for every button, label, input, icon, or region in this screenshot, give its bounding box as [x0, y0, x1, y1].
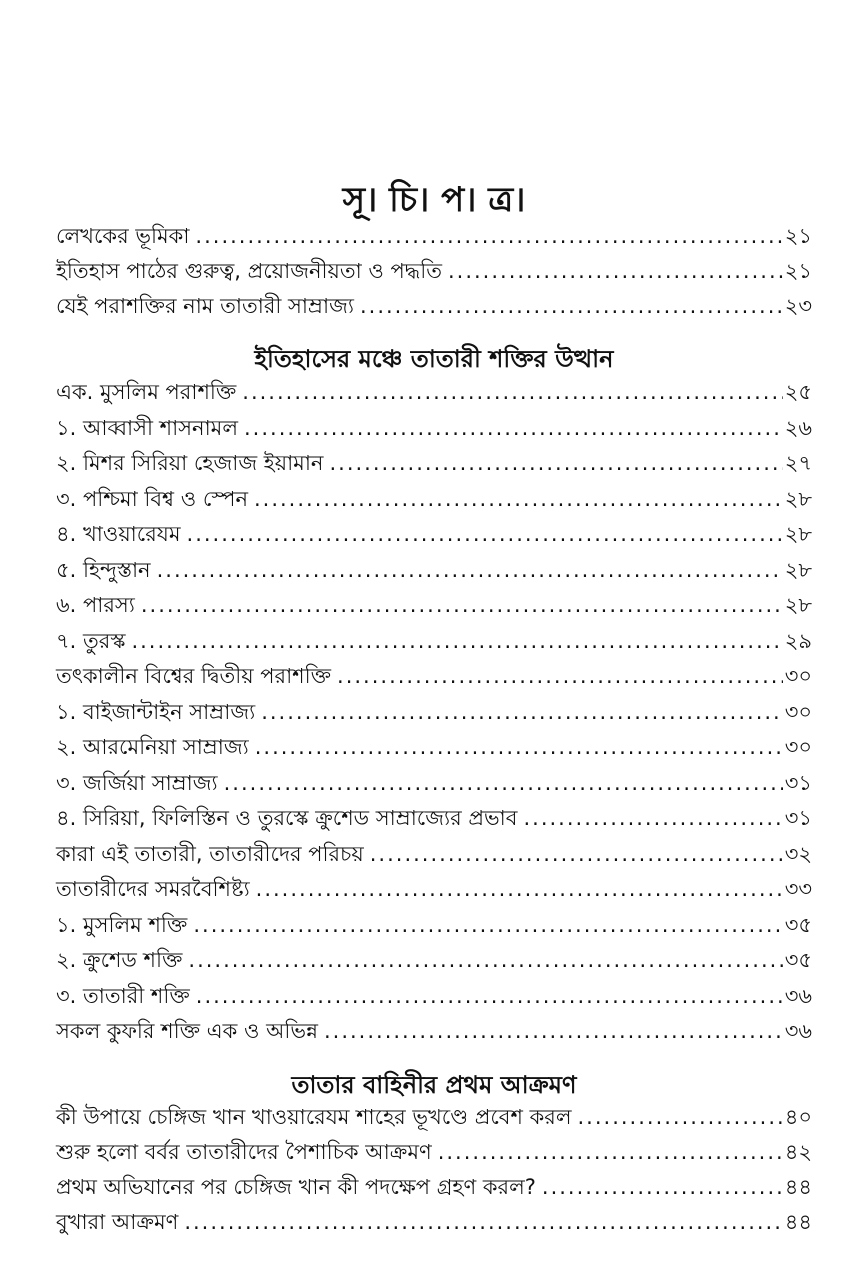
- toc-entry-page: ২১: [784, 224, 812, 248]
- toc-entry-label: লেখকের ভূমিকা: [56, 224, 190, 248]
- toc-entry: [56, 766, 812, 800]
- toc-entry-page: ৩১: [784, 770, 812, 795]
- toc-entry-page: ৪২: [784, 1140, 812, 1164]
- dot-leader: [196, 979, 783, 1013]
- toc-entry: [56, 1170, 812, 1204]
- toc-entry-label: ৪. খাওয়ারেযম: [56, 522, 181, 546]
- toc-entry: [56, 588, 812, 622]
- dot-leader: [261, 695, 782, 729]
- toc-entry-page: ৩৩: [784, 877, 812, 901]
- toc-entry-label: শুরু হলো বর্বর তাতারীদের পৈশাচিক আক্রমণ: [56, 1140, 432, 1164]
- toc-entry: [56, 979, 812, 1013]
- dot-leader: [448, 254, 783, 288]
- toc-entry-label: প্রথম অভিযানের পর চেঙ্গিজ খান কী পদক্ষেপ গ্রহণ করল?: [56, 1175, 536, 1199]
- dot-leader: [324, 1014, 783, 1048]
- dot-leader: [329, 446, 782, 480]
- toc-entry-label: তাতারীদের সমরবৈশিষ্ট্য: [56, 877, 250, 901]
- toc-entry: [56, 801, 812, 835]
- dot-leader: [131, 624, 782, 658]
- toc-entry: [56, 695, 812, 729]
- toc-entry-label: ৭. তুরস্ক: [56, 628, 126, 653]
- dot-leader: [523, 801, 782, 835]
- toc-entry-label: ৬. পারস্য: [56, 593, 135, 617]
- toc-entry-label: ১. আব্বাসী শাসনামল: [56, 415, 238, 440]
- toc-entry-label: ৫. হিন্দুস্তান: [56, 557, 151, 582]
- toc-entry-page: ৩৫: [784, 912, 812, 937]
- toc-entry-page: ৩৫: [784, 948, 812, 972]
- dot-leader: [578, 1100, 783, 1134]
- toc-entry: [56, 1100, 812, 1134]
- dot-leader: [188, 943, 782, 977]
- dot-leader: [187, 517, 783, 551]
- toc-entry-label: ১. মুসলিম শক্তি: [56, 912, 188, 937]
- toc-entry-page: ৪৪: [784, 1210, 812, 1234]
- toc-entry-page: ২৮: [784, 486, 812, 511]
- toc-entry-label: ২. মিশর সিরিয়া হেজাজ ইয়ামান: [56, 451, 324, 475]
- toc-entry-page: ৩০: [784, 664, 812, 688]
- toc-entry-page: ৩৬: [784, 1019, 812, 1043]
- toc-entry-label: তৎকালীন বিশ্বের দ্বিতীয় পরাশক্তি: [56, 664, 332, 688]
- toc-entry-page: ২৭: [784, 451, 812, 475]
- dot-leader: [438, 1135, 783, 1169]
- dot-leader: [242, 375, 782, 409]
- toc-entry-label: ইতিহাস পাঠের গুরুত্ব, প্রয়োজনীয়তা ও পদ্ধতি: [56, 259, 442, 283]
- toc-entry-label: ৩. তাতারী শক্তি: [56, 983, 190, 1008]
- toc-entry: [56, 289, 812, 323]
- toc-entry-label: কারা এই তাতারী, তাতারীদের পরিচয়: [56, 841, 364, 866]
- toc-entry: [56, 553, 812, 587]
- toc-entry-page: ৪৪: [784, 1175, 812, 1199]
- toc-entry-label: বুখারা আক্রমণ: [56, 1210, 179, 1234]
- toc-entry-page: ৪০: [784, 1105, 812, 1129]
- toc-entry-label: ২. আরমেনিয়া সাম্রাজ্য: [56, 735, 249, 759]
- section-heading: তাতার বাহিনীর প্রথম আক্রমণ: [291, 1071, 577, 1099]
- toc-entry: [56, 446, 812, 480]
- toc-entry: [56, 1135, 812, 1169]
- toc-entry: [56, 375, 812, 409]
- toc-entry-label: ৪. সিরিয়া, ফিলিস্তিন ও তুরস্কে ক্রুশেড সাম্রাজ্যের প্রভাব: [56, 806, 518, 830]
- dot-leader: [141, 588, 783, 622]
- toc-entry-label: ২. ক্রুশেড শক্তি: [56, 948, 183, 972]
- toc-entry-label: ৩. জর্জিয়া সাম্রাজ্য: [56, 770, 218, 795]
- page-title: সূ। চি। প। ত্র।: [342, 180, 526, 220]
- toc-entry: [56, 517, 812, 551]
- toc-entry: [56, 908, 812, 942]
- dot-leader: [542, 1170, 783, 1204]
- toc-entry-page: ২৮: [784, 522, 812, 546]
- dot-leader: [157, 553, 783, 587]
- dot-leader: [337, 659, 783, 693]
- dot-leader: [195, 219, 782, 253]
- dot-leader: [256, 872, 783, 906]
- toc-entry: [56, 872, 812, 906]
- toc-entry-page: ৩০: [784, 699, 812, 724]
- dot-leader: [184, 1205, 782, 1239]
- dot-leader: [193, 908, 782, 942]
- toc-entry-page: ২১: [784, 259, 812, 283]
- toc-entry-page: ৩২: [784, 841, 812, 866]
- toc-entry-page: ২৬: [784, 415, 812, 440]
- toc-entry: [56, 837, 812, 871]
- dot-leader: [224, 766, 783, 800]
- dot-leader: [360, 289, 783, 323]
- dot-leader: [370, 837, 783, 871]
- toc-entry-page: ২৩: [784, 294, 812, 318]
- toc-entry: [56, 1014, 812, 1048]
- toc-entry-label: যেই পরাশক্তির নাম তাতারী সাম্রাজ্য: [56, 294, 354, 318]
- toc-entry: [56, 730, 812, 764]
- dot-leader: [255, 730, 783, 764]
- dot-leader: [254, 482, 783, 516]
- toc-entry: [56, 254, 812, 288]
- toc-entry: [56, 219, 812, 253]
- toc-entry-page: ২৮: [784, 593, 812, 617]
- toc-entry-page: ৩১: [784, 806, 812, 830]
- toc-entry: [56, 659, 812, 693]
- dot-leader: [244, 411, 783, 445]
- toc-entry-page: ২৮: [784, 557, 812, 582]
- toc-entry-page: ২৯: [784, 628, 812, 653]
- toc-entry-page: ৩৬: [784, 983, 812, 1008]
- toc-entry-page: ৩০: [784, 735, 812, 759]
- toc-entry-label: ৩. পশ্চিমা বিশ্ব ও স্পেন: [56, 486, 248, 511]
- toc-entry: [56, 1205, 812, 1239]
- section-heading: ইতিহাসের মঞ্চে তাতারী শক্তির উত্থান: [254, 345, 614, 373]
- toc-entry-label: এক. মুসলিম পরাশক্তি: [56, 380, 237, 404]
- toc-entry: [56, 624, 812, 658]
- toc-entry-page: ২৫: [784, 380, 812, 404]
- toc-entry-label: ১. বাইজান্টাইন সাম্রাজ্য: [56, 699, 256, 724]
- toc-entry: [56, 482, 812, 516]
- toc-entry-label: সকল কুফরি শক্তি এক ও অভিন্ন: [56, 1019, 318, 1043]
- toc-entry-label: কী উপায়ে চেঙ্গিজ খান খাওয়ারেযম শাহের ভূখণ্ডে প্রবেশ করল: [56, 1105, 572, 1129]
- toc-entry: [56, 411, 812, 445]
- toc-entry: [56, 943, 812, 977]
